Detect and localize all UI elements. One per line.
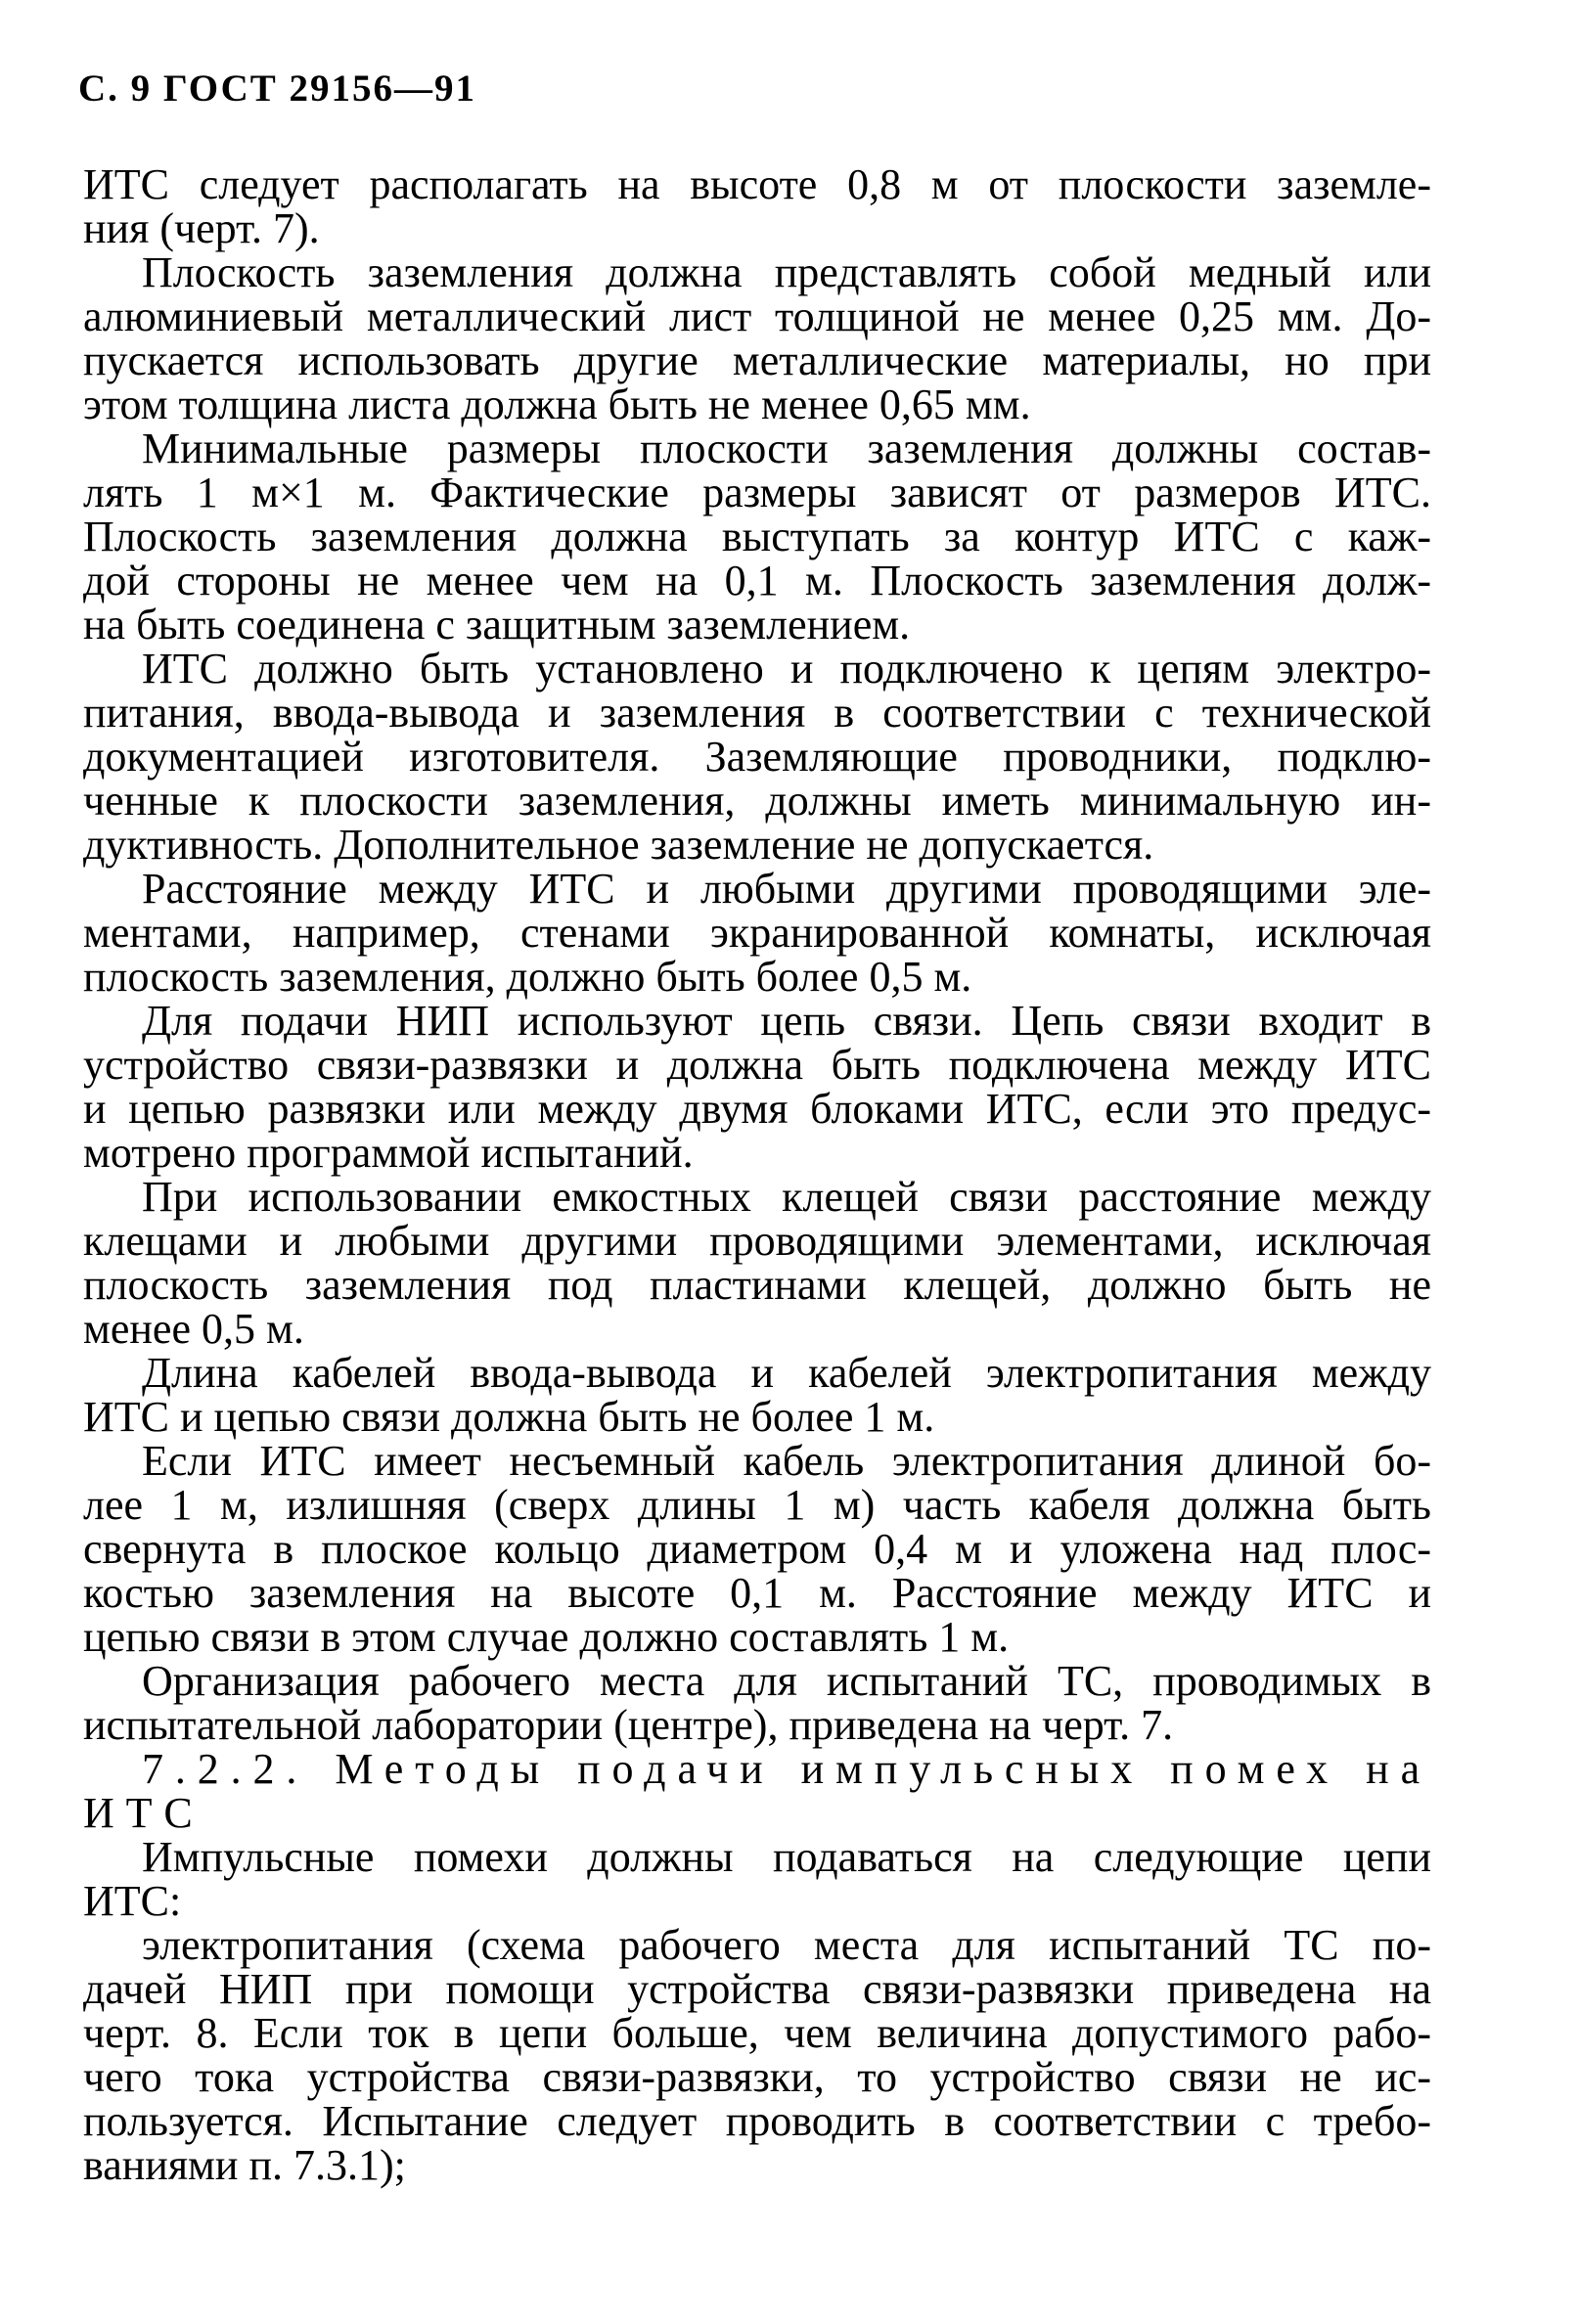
text-line: ваниями п. 7.3.1); (83, 2141, 406, 2189)
text-line: пускается использовать другие металлические материалы, но при (83, 336, 1431, 384)
text-line: документацией изготовителя. Заземляющие проводники, подклю- (83, 733, 1431, 781)
text-line: цепью связи в этом случае должно составлять 1 м. (83, 1613, 1010, 1661)
text-line: Для подачи НИП используют цепь связи. Цепь связи входит в (142, 997, 1431, 1045)
text-line: костью заземления на высоте 0,1 м. Расстояние между ИТС и (83, 1569, 1431, 1617)
text-line: и цепью развязки или между двумя блоками ИТС, если это предус- (83, 1085, 1431, 1133)
text-line: клещами и любыми другими проводящими элементами, исключая (83, 1217, 1431, 1265)
text-line: ченные к плоскости заземления, должны иметь минимальную ин- (83, 777, 1431, 825)
text-line: Расстояние между ИТС и любыми другими проводящими эле- (142, 865, 1431, 913)
text-line: на быть соединена с защитным заземлением. (83, 601, 911, 648)
text-line: мотрено программой испытаний. (83, 1129, 694, 1177)
text-line: питания, ввода-вывода и заземления в соответствии с технической (83, 689, 1431, 737)
text-line: пользуется. Испытание следует проводить в соответствии с требо- (83, 2097, 1431, 2145)
text-line: испытательной лаборатории (центре), приведена на черт. 7. (83, 1701, 1174, 1749)
text-line: устройство связи-развязки и должна быть подключена между ИТС (83, 1041, 1431, 1089)
text-line: плоскость заземления, должно быть более 0,5 м. (83, 953, 972, 1001)
text-line: этом толщина листа должна быть не менее 0,65 мм. (83, 380, 1031, 428)
text-line: ИТС должно быть установлено и подключено к цепям электро- (142, 645, 1431, 693)
text-line: дой стороны не менее чем на 0,1 м. Плоскость заземления долж- (83, 557, 1431, 604)
text-line: плоскость заземления под пластинами клещей, должно быть не (83, 1261, 1431, 1309)
text-line: 7.2.2. Методы подачи импульсных помех на (142, 1745, 1431, 1793)
text-line: ИТС следует располагать на высоте 0,8 м от плоскости заземле- (83, 160, 1431, 208)
text-line: ИТС и цепью связи должна быть не более 1 м. (83, 1393, 935, 1441)
text-line: ментами, например, стенами экранированной комнаты, исключая (83, 909, 1431, 957)
document-body (83, 162, 1431, 2187)
text-line: чего тока устройства связи-развязки, то устройство связи не ис- (83, 2053, 1431, 2101)
text-line: Длина кабелей ввода-вывода и кабелей электропитания между (142, 1349, 1431, 1397)
text-line: черт. 8. Если ток в цепи больше, чем величина допустимого рабо- (83, 2009, 1431, 2057)
text-line: Импульсные помехи должны подаваться на следующие цепи (142, 1833, 1431, 1881)
text-line: алюминиевый металлический лист толщиной не менее 0,25 мм. До- (83, 292, 1431, 340)
text-line: свернута в плоское кольцо диаметром 0,4 м и уложена над плос- (83, 1525, 1431, 1573)
text-line: ИТС: (83, 1877, 182, 1925)
page-header: С. 9 ГОСТ 29156—91 (78, 67, 476, 110)
text-line: При использовании емкостных клещей связи расстояние между (142, 1173, 1431, 1221)
text-line: электропитания (схема рабочего места для испытаний ТС по- (142, 1921, 1431, 1969)
text-line: дуктивность. Дополнительное заземление не допускается. (83, 821, 1154, 869)
text-line: ния (черт. 7). (83, 204, 320, 252)
text-line: лять 1 м×1 м. Фактические размеры зависят от размеров ИТС. (83, 469, 1431, 516)
text-line: Организация рабочего места для испытаний ТС, проводимых в (142, 1657, 1431, 1705)
text-line: ИТС (83, 1789, 204, 1837)
text-line: Если ИТС имеет несъемный кабель электропитания длиной бо- (142, 1437, 1431, 1485)
text-line: Минимальные размеры плоскости заземления должны состав- (142, 425, 1431, 472)
text-line: Плоскость заземления должна выступать за контур ИТС с каж- (83, 513, 1431, 560)
text-line: дачей НИП при помощи устройства связи-развязки приведена на (83, 1965, 1431, 2013)
text-line: Плоскость заземления должна представлять собой медный или (142, 248, 1431, 296)
text-line: лее 1 м, излишняя (сверх длины 1 м) часть кабеля должна быть (83, 1481, 1431, 1529)
text-line: менее 0,5 м. (83, 1305, 304, 1353)
